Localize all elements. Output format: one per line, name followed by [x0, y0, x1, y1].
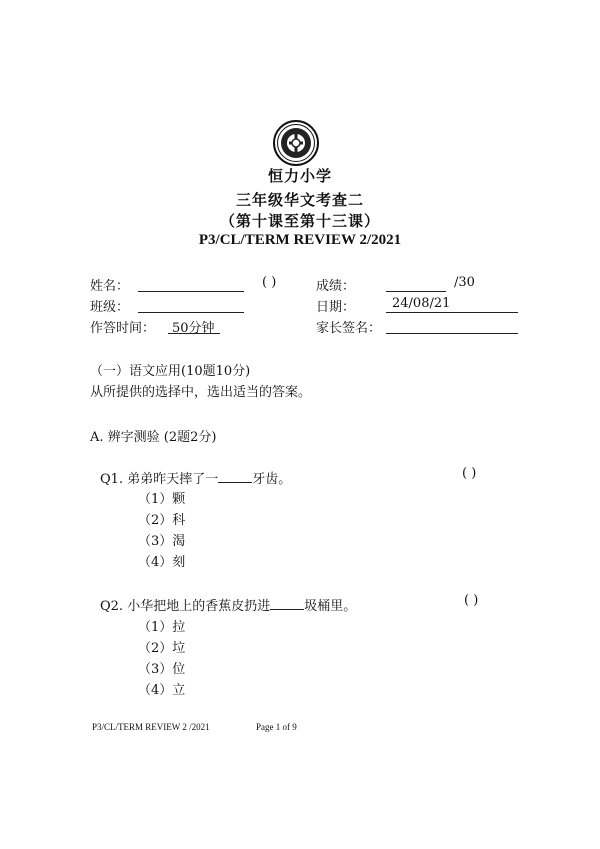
- option-item: （3）渴: [138, 534, 186, 549]
- time-value: 50分钟: [172, 321, 215, 336]
- score-total: /30: [454, 275, 475, 290]
- answer-paren[interactable]: ( ): [464, 593, 479, 608]
- question-stem-after: 牙齿。: [252, 472, 292, 487]
- parent-signature-label: 家长签名：: [316, 321, 382, 336]
- time-label: 作答时间：: [90, 321, 156, 336]
- question-number: Q1.: [100, 472, 124, 487]
- lesson-range: （第十课至第十三课）: [219, 212, 380, 230]
- class-number-paren: ( ): [262, 275, 277, 290]
- question-stem-before: 小华把地上的香蕉皮扔进: [127, 599, 271, 614]
- date-label: 日期：: [316, 300, 356, 315]
- section-heading: （一）语文应用(10题10分): [90, 364, 251, 379]
- date-value: 24/08/21: [392, 296, 451, 311]
- time-underline: [168, 333, 220, 334]
- answer-paren[interactable]: ( ): [462, 466, 477, 481]
- footer-code: P3/CL/TERM REVIEW 2 /2021: [92, 722, 210, 732]
- answer-blank[interactable]: [270, 609, 304, 610]
- option-item: （4）立: [138, 683, 186, 698]
- option-item: （4）刻: [138, 555, 186, 570]
- question-stem-after: 圾桶里。: [304, 599, 357, 614]
- class-field-line[interactable]: [138, 312, 244, 313]
- option-item: （2）科: [138, 513, 186, 528]
- option-item: （1）颗: [138, 492, 186, 507]
- option-item: （2）垃: [138, 641, 186, 656]
- question-1: [100, 468, 291, 487]
- score-label: 成绩：: [316, 279, 356, 294]
- footer-page-number: Page 1 of 9: [256, 722, 297, 732]
- answer-blank[interactable]: [218, 482, 252, 483]
- school-name: 恒力小学: [267, 167, 332, 185]
- question-2: [100, 595, 356, 614]
- question-number: Q2.: [100, 599, 124, 614]
- score-field-line[interactable]: [386, 291, 446, 292]
- option-item: （3）位: [138, 662, 186, 677]
- class-label: 班级：: [90, 300, 130, 315]
- date-field-line: [386, 312, 518, 313]
- subsection-heading: A. 辨字测验 (2题2分): [90, 430, 217, 445]
- name-label: 姓名：: [90, 279, 130, 294]
- question-stem-before: 弟弟昨天摔了一: [127, 472, 219, 487]
- exam-title: 三年级华文考查二: [235, 191, 364, 209]
- exam-code: P3/CL/TERM REVIEW 2/2021: [198, 232, 402, 248]
- option-item: （1）拉: [138, 620, 186, 635]
- name-field-line[interactable]: [138, 291, 244, 292]
- section-instruction: 从所提供的选择中，选出适当的答案。: [90, 385, 312, 400]
- school-crest-logo: [272, 119, 320, 167]
- parent-signature-line[interactable]: [386, 333, 518, 334]
